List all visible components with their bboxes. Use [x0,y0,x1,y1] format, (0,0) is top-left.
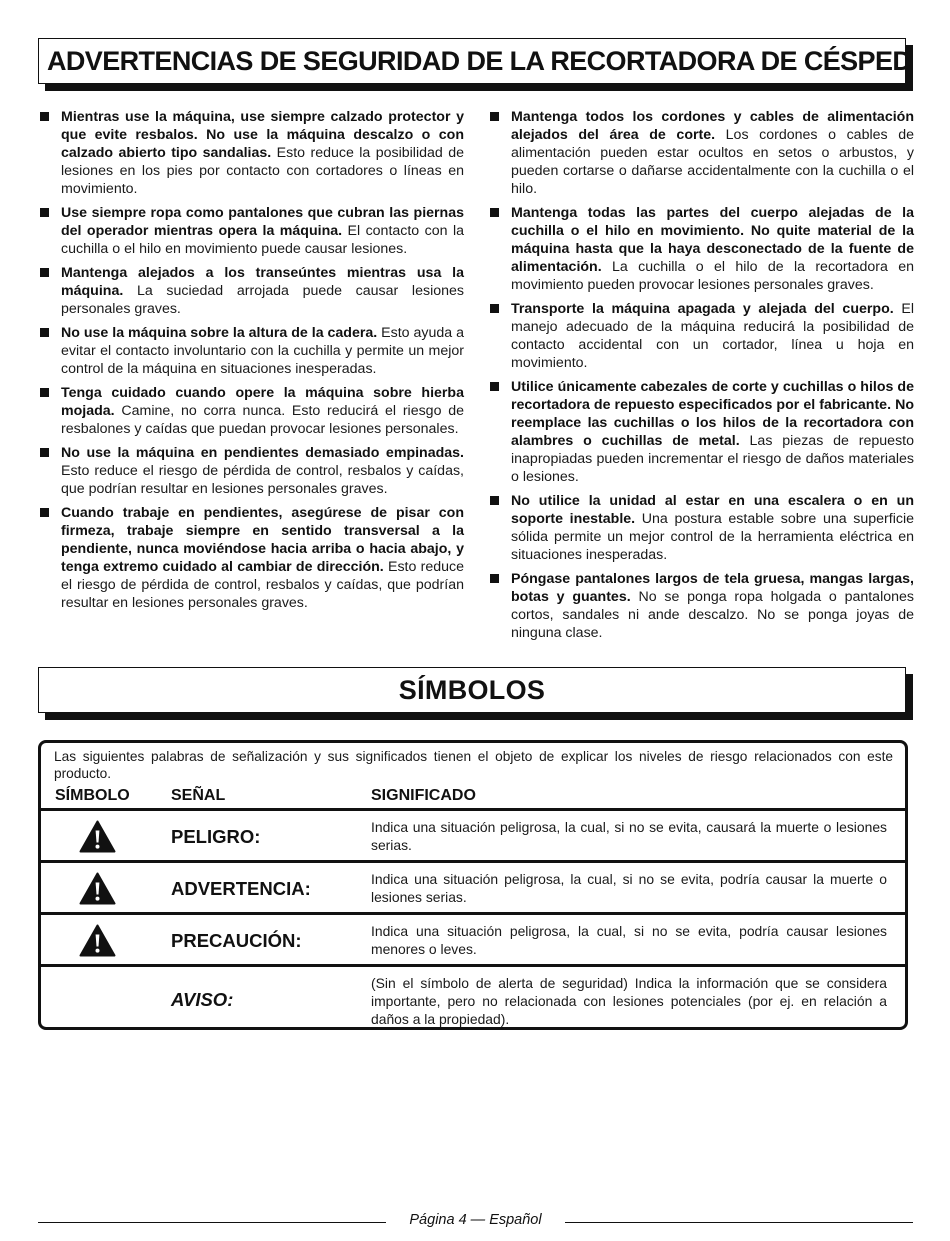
bullet-square-icon [40,388,49,397]
list-item [490,204,914,294]
bullet-square-icon [490,208,499,217]
list-item [40,264,464,318]
header-symbol: SÍMBOLO [55,787,130,804]
bullet-square-icon [40,448,49,457]
list-item [40,504,464,612]
header-signal: SEÑAL [171,787,226,804]
bullet-text: Camine, no corra nunca. Esto reducirá el riesgo de resbalones y caídas que puedan provocar lesiones personales. [61,403,464,437]
bullet-square-icon [40,112,49,121]
list-item [490,300,914,372]
bullet-bold-text: No utilice la unidad al estar en una escalera o en un soporte inestable. [511,493,914,527]
symbols-intro: Las siguientes palabras de señalización y sus significados tienen el objeto de explicar los niveles de riesgo relacionados con este producto. [54,749,893,781]
signal-meaning: (Sin el símbolo de alerta de seguridad) Indica la información que se considera importante, pero no relacionada con lesiones potenciales (por ej. en relación a daños a la propiedad). [371,975,887,1027]
bullet-bold-text: Mantenga alejados a los transeúntes mientras usa la máquina. [61,265,464,299]
warning-triangle-icon [79,820,116,853]
footer-rule-right [565,1222,913,1223]
bullet-bold-text: Tenga cuidado cuando opere la máquina sobre hierba mojada. [61,385,464,419]
bullet-bold-text: Use siempre ropa como pantalones que cubran las piernas del operador mientras opera la máquina. [61,205,464,239]
bullet-text: La suciedad arrojada puede causar lesiones personales graves. [61,283,464,317]
signal-meaning: Indica una situación peligrosa, la cual, si no se evita, podría causar la muerte o lesiones serias. [371,871,887,905]
bullet-bold-text: Mantenga todos los cordones y cables de alimentación alejados del área de corte. [511,109,914,143]
bullet-text: No se ponga ropa holgada o pantalones cortos, sandales ni ande descalzo. No se ponga joyas de ninguna clase. [511,589,914,641]
bullet-text: Los cordones o cables de alimentación pueden estar ocultos en setos o arbustos, y pueden cortarse o dañarse accidentalmente con la cuchilla o el hilo. [511,127,914,197]
warning-triangle-icon [79,872,116,905]
signal-meaning: Indica una situación peligrosa, la cual, si no se evita, podría causar lesiones menores o leves. [371,923,887,957]
bullet-text: Esto reduce el riesgo de pérdida de control, resbalos y caídas, que podrían resultar en lesiones personales graves. [61,463,464,497]
symbols-table [38,740,908,1030]
bullet-text: Las piezas de repuesto inapropiadas pueden incrementar el riesgo de daños materiales o lesiones. [511,433,914,485]
page-title: ADVERTENCIAS DE SEGURIDAD DE LA RECORTADORA DE CÉSPED [47,45,912,76]
bullet-square-icon [40,268,49,277]
header-meaning: SIGNIFICADO [371,787,476,804]
bullet-text: La cuchilla o el hilo de la recortadora en movimiento pueden provocar lesiones personales graves. [511,259,914,293]
list-item [40,204,464,258]
table-row [41,811,905,863]
bullet-square-icon [490,112,499,121]
left-column [40,108,464,618]
bullet-bold-text: Mientras use la máquina, use siempre calzado protector y que evite resbalos. No use la máquina descalzo o con calzado abierto tipo sandalias. [61,109,464,161]
symbols-table-header [41,782,905,811]
table-row [41,863,905,915]
bullet-text: Esto ayuda a evitar el contacto involuntario con la cuchilla y permite un mejor control de la máquina en situaciones inesperadas. [61,325,465,377]
list-item [490,108,914,198]
symbols-title: SÍMBOLOS [398,674,546,705]
signal-word: PRECAUCIÓN: [171,930,302,951]
bullet-square-icon [490,304,499,313]
warning-triangle-icon [79,924,116,957]
bullet-square-icon [40,208,49,217]
page-footer [38,1210,913,1234]
bullet-text: El manejo adecuado de la máquina reducirá la posibilidad de contacto accidental con un cortador, línea u hoja en movimiento. [511,301,915,371]
bullet-bold-text: Utilice únicamente cabezales de corte y cuchillas o hilos de recortadora de repuesto especificados por el fabricante. No reemplace las cuchillas o los hilos de la recortadora con alambres o cuchillas de metal. [511,379,914,449]
signal-word: PELIGRO: [171,826,261,847]
bullet-square-icon [490,382,499,391]
section-header [38,38,912,84]
signal-meaning: Indica una situación peligrosa, la cual, si no se evita, causará la muerte o lesiones serias. [371,819,887,853]
bullet-square-icon [490,574,499,583]
signal-word: AVISO: [171,989,234,1010]
list-item [490,378,914,486]
right-column [490,108,914,648]
list-item [490,492,914,564]
bullet-square-icon [40,328,49,337]
bullet-text: Una postura estable sobre una superficie sólida permite un mejor control de la herramienta eléctrica en situaciones inesperadas. [511,511,914,563]
list-item [40,108,464,198]
signal-word: ADVERTENCIA: [171,878,311,899]
bullet-bold-text: Transporte la máquina apagada y alejada del cuerpo. [511,301,894,317]
bullet-bold-text: Mantenga todas las partes del cuerpo alejadas de la cuchilla o el hilo en movimiento. No quite material de la máquina hasta que la haya desconectado de la fuente de alimentación. [511,205,914,275]
bullet-square-icon [40,508,49,517]
table-row [41,915,905,967]
bullet-square-icon [490,496,499,505]
list-item [40,324,464,378]
list-item [490,570,914,642]
bullet-text: Esto reduce el riesgo de pérdida de control, resbalos y caídas, que podrían resultar en lesiones personales graves. [61,559,464,611]
bullet-text: El contacto con la cuchilla o el hilo en movimiento puede causar lesiones. [61,223,464,257]
bullet-bold-text: No use la máquina en pendientes demasiado empinadas. [61,445,464,461]
symbols-header [38,667,906,713]
list-item [40,444,464,498]
bullet-text: Esto reduce la posibilidad de lesiones en los pies por contacto con cortadores o líneas en movimiento. [61,145,464,197]
list-item [40,384,464,438]
bullet-bold-text: Cuando trabaje en pendientes, asegúrese de pisar con firmeza, trabaje siempre en sentido transversal a la pendiente, nunca moviéndose hacia arriba o hacia abajo, y tenga extremo cuidado al cambiar de dirección. [61,505,464,575]
bullet-bold-text: Póngase pantalones largos de tela gruesa, mangas largas, botas y guantes. [511,571,914,605]
table-row [41,967,905,1027]
footer-page-label: Página 4 — Español [409,1212,542,1228]
footer-rule-left [38,1222,386,1223]
bullet-bold-text: No use la máquina sobre la altura de la cadera. [61,325,378,341]
